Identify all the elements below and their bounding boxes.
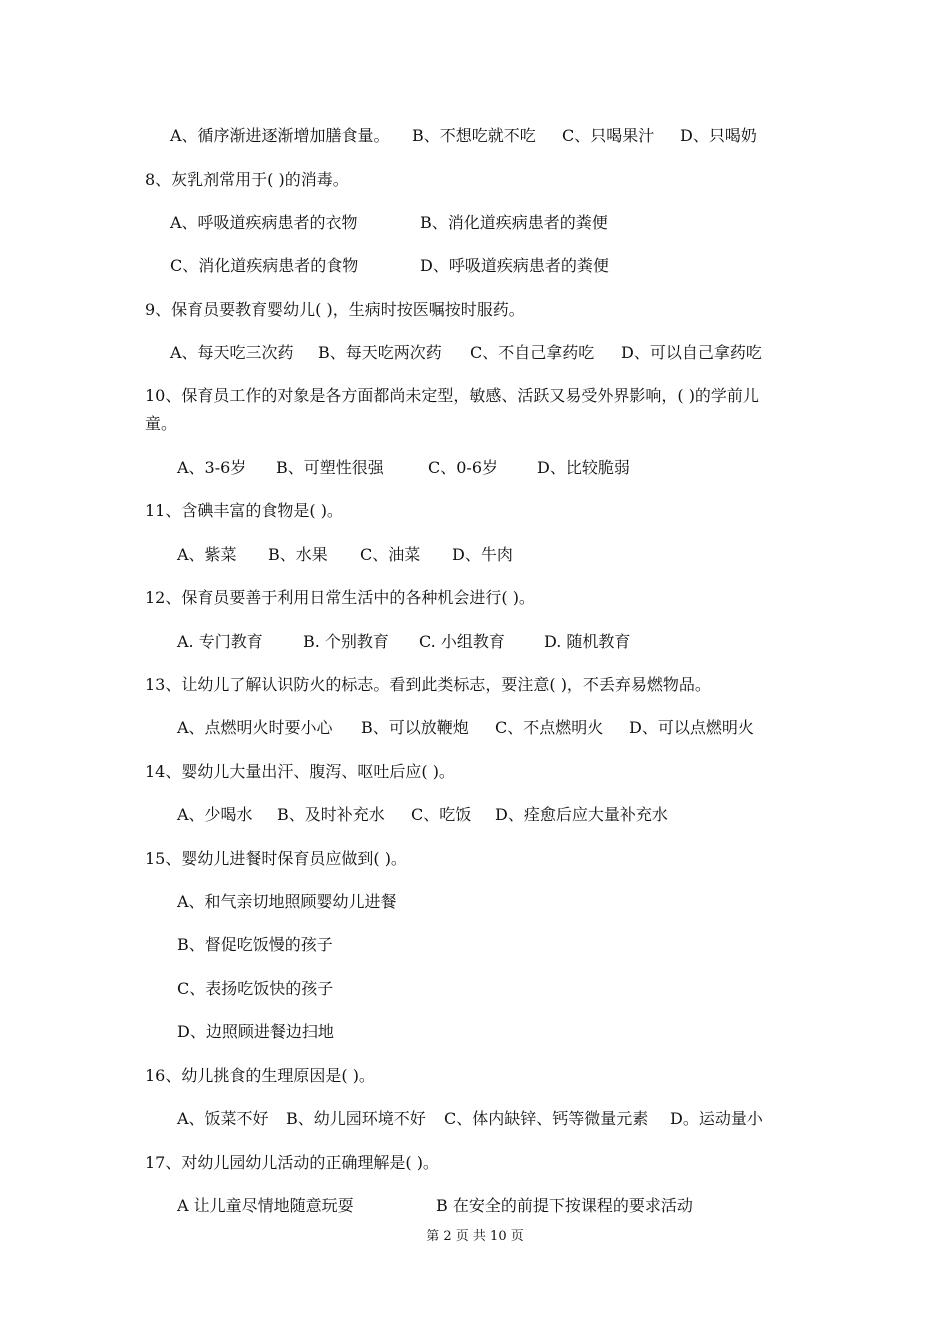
option-d: D。运动量小: [670, 1109, 763, 1128]
option-d: D. 随机教育: [544, 632, 631, 651]
option-b: B、及时补充水: [277, 805, 385, 824]
page-footer: 第 2 页 共 10 页: [426, 1229, 524, 1244]
option-b: B. 个别教育: [303, 632, 389, 651]
option-b: B、每天吃两次药: [318, 343, 442, 362]
question-9: 9、保育员要教育婴幼儿( )，生病时按医嘱按时服药。: [145, 300, 525, 319]
question-12: 12、保育员要善于利用日常生活中的各种机会进行( )。: [145, 588, 535, 607]
question-15: 15、婴幼儿进餐时保育员应做到( )。: [145, 849, 407, 868]
q15-option-d: D、边照顾进餐边扫地: [177, 1022, 334, 1041]
q15-option-a: A、和气亲切地照顾婴幼儿进餐: [177, 892, 397, 911]
question-8: 8、灰乳剂常用于( )的消毒。: [145, 170, 349, 189]
option-b: B 在安全的前提下按课程的要求活动: [436, 1196, 693, 1215]
option-a: A、紫菜: [177, 545, 237, 564]
question-17: 17、对幼儿园幼儿活动的正确理解是( )。: [145, 1153, 439, 1172]
option-a: A、呼吸道疾病患者的衣物: [170, 213, 358, 232]
option-b: B、水果: [268, 545, 328, 564]
option-c: C、0-6岁: [428, 458, 499, 477]
option-a: A 让儿童尽情地随意玩耍: [177, 1196, 354, 1215]
option-a: A、点燃明火时要小心: [177, 718, 333, 737]
option-b: B、不想吃就不吃: [412, 126, 536, 145]
option-a: A、少喝水: [177, 805, 253, 824]
option-d: D、只喝奶: [680, 126, 757, 145]
option-d: D、比较脆弱: [537, 458, 630, 477]
option-a: A、饭菜不好: [177, 1109, 269, 1128]
option-c: C、不点燃明火: [495, 718, 604, 737]
option-b: B、幼儿园环境不好: [286, 1109, 426, 1128]
option-b: B、消化道疾病患者的粪便: [420, 213, 608, 232]
option-a: A、每天吃三次药: [170, 343, 294, 362]
question-10-line1: 10、保育员工作的对象是各方面都尚未定型，敏感、活跃又易受外界影响，( )的学前儿: [145, 386, 759, 405]
option-a: A、3-6岁: [177, 458, 247, 477]
option-a: A、循序渐进逐渐增加膳食量。: [170, 126, 390, 145]
option-c: C、吃饭: [411, 805, 472, 824]
question-14: 14、婴幼儿大量出汗、腹泻、呕吐后应( )。: [145, 762, 455, 781]
option-c: C、体内缺锌、钙等微量元素: [444, 1109, 649, 1128]
option-c: C、油菜: [360, 545, 421, 564]
option-d: D、可以自己拿药吃: [621, 343, 762, 362]
option-b: B、可塑性很强: [276, 458, 384, 477]
option-d: D、呼吸道疾病患者的粪便: [420, 256, 609, 275]
q15-option-b: B、督促吃饭慢的孩子: [177, 935, 333, 954]
question-13: 13、让幼儿了解认识防火的标志。看到此类标志，要注意( )，不丢弃易燃物品。: [145, 675, 711, 694]
option-c: C、消化道疾病患者的食物: [170, 256, 359, 275]
option-a: A. 专门教育: [177, 632, 263, 651]
option-c: C、不自己拿药吃: [470, 343, 595, 362]
question-10-line2: 童。: [145, 414, 178, 433]
option-d: D、可以点燃明火: [629, 718, 754, 737]
option-b: B、可以放鞭炮: [361, 718, 469, 737]
option-d: D、牛肉: [452, 545, 513, 564]
option-c: C、只喝果汁: [562, 126, 655, 145]
option-d: D、痊愈后应大量补充水: [495, 805, 668, 824]
question-16: 16、幼儿挑食的生理原因是( )。: [145, 1066, 375, 1085]
option-c: C. 小组教育: [419, 632, 505, 651]
question-11: 11、含碘丰富的食物是( )。: [145, 501, 343, 520]
q15-option-c: C、表扬吃饭快的孩子: [177, 979, 334, 998]
